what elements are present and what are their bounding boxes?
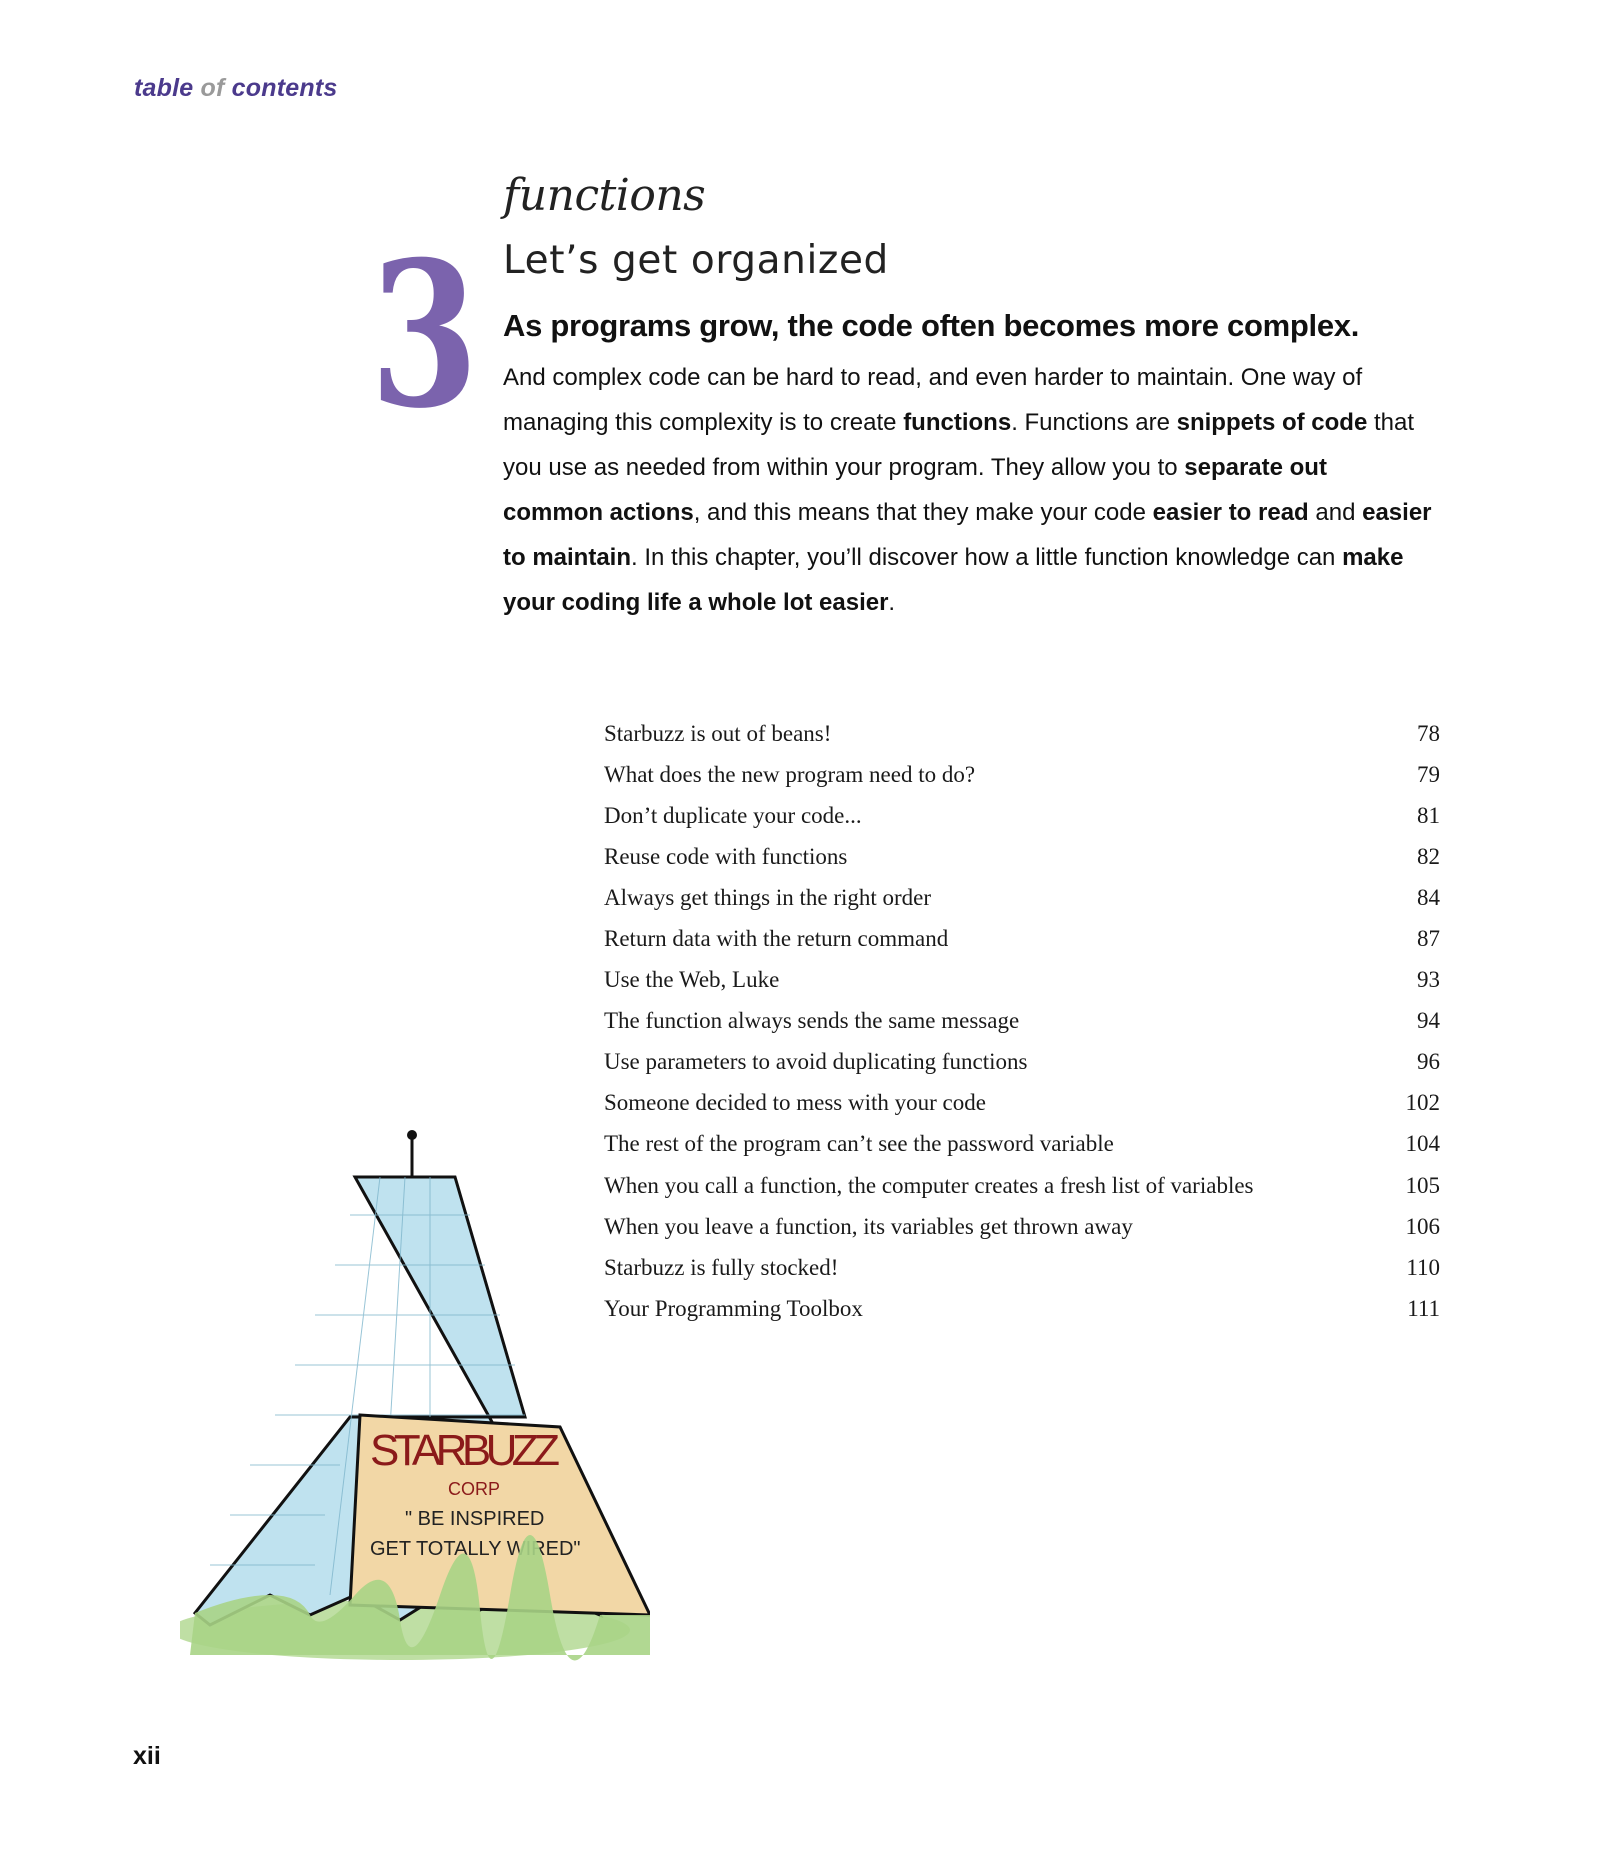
body-text: and <box>1308 499 1363 526</box>
toc-entry-title: The rest of the program can’t see the password variable <box>604 1131 1114 1157</box>
body-emphasis: functions <box>903 409 1012 436</box>
toc-entry-page: 79 <box>1417 761 1440 787</box>
toc-entry-title: Starbuzz is out of beans! <box>604 720 832 746</box>
toc-entry-title: Starbuzz is fully stocked! <box>604 1254 839 1280</box>
body-emphasis: snippets of code <box>1176 409 1368 436</box>
chapter-kicker: functions <box>503 170 706 221</box>
toc-entry-page: 81 <box>1417 802 1440 828</box>
page-number: xii <box>133 1742 161 1770</box>
toc-entry-page: 110 <box>1406 1254 1440 1280</box>
toc-entry-page: 104 <box>1405 1131 1440 1157</box>
toc-entry-page: 96 <box>1417 1049 1440 1075</box>
toc-entry[interactable] <box>604 1124 1440 1165</box>
toc-entry-title: Use the Web, Luke <box>604 967 780 993</box>
toc-entry-page: 106 <box>1405 1213 1440 1239</box>
toc-entry[interactable] <box>604 795 1440 836</box>
toc-entry-title: What does the new program need to do? <box>604 761 976 787</box>
toc-entry-title: The function always sends the same message <box>604 1008 1020 1034</box>
toc-entry[interactable] <box>604 877 1440 918</box>
toc-entry[interactable] <box>604 836 1440 877</box>
toc-entry-page: 94 <box>1417 1008 1440 1034</box>
toc-entry-page: 82 <box>1417 843 1440 869</box>
toc-entry-page: 105 <box>1405 1172 1440 1198</box>
toc-entry-title: When you call a function, the computer creates a fresh list of variables <box>604 1172 1254 1198</box>
toc-entry[interactable] <box>604 918 1440 959</box>
toc-entry-title: Return data with the return command <box>604 926 949 952</box>
toc-list <box>604 713 1440 1329</box>
toc-entry-page: 78 <box>1417 720 1440 746</box>
body-text: And complex code can be hard to read, and even harder to maintain. One way of managing this complexity is to create <box>503 364 1363 436</box>
toc-entry-title: Use parameters to avoid duplicating functions <box>604 1049 1028 1075</box>
toc-entry-title: When you leave a function, its variables get thrown away <box>604 1213 1133 1239</box>
body-emphasis: separate out common actions <box>503 454 1327 526</box>
toc-entry-page: 93 <box>1417 967 1440 993</box>
toc-entry-title: Always get things in the right order <box>604 884 932 910</box>
body-emphasis: easier to maintain <box>503 499 1432 571</box>
body-emphasis: easier to read <box>1152 499 1309 526</box>
toc-entry[interactable] <box>604 713 1440 754</box>
toc-entry-page: 84 <box>1417 884 1440 910</box>
body-text: , and this means that they make your code <box>693 499 1153 526</box>
running-head-contents: contents <box>231 74 338 102</box>
starbuzz-building-illustration <box>180 1125 650 1670</box>
chapter-body <box>503 355 1433 625</box>
running-head <box>134 74 337 103</box>
toc-entry[interactable] <box>604 960 1440 1001</box>
toc-entry[interactable] <box>604 1288 1440 1329</box>
toc-entry[interactable] <box>604 754 1440 795</box>
chapter-number: 3 <box>370 218 479 453</box>
toc-entry-page: 87 <box>1417 926 1440 952</box>
body-text: . In this chapter, you’ll discover how a little function knowledge can <box>631 544 1343 571</box>
body-emphasis: make your coding life a whole lot easier <box>503 544 1404 616</box>
sign-name: STARBUZZ <box>370 1426 560 1475</box>
toc-entry-title: Your Programming Toolbox <box>604 1295 863 1321</box>
toc-entry[interactable] <box>604 1083 1440 1124</box>
toc-entry[interactable] <box>604 1247 1440 1288</box>
running-head-table: table <box>134 74 194 102</box>
sign-line1: " BE INSPIRED <box>405 1508 545 1530</box>
toc-entry-page: 111 <box>1407 1295 1440 1321</box>
chapter-title: Let’s get organized <box>503 238 889 283</box>
body-text: . <box>888 589 896 616</box>
running-head-of: of <box>200 74 225 102</box>
toc-entry-title: Someone decided to mess with your code <box>604 1090 986 1116</box>
toc-entry[interactable] <box>604 1165 1440 1206</box>
toc-entry-title: Don’t duplicate your code... <box>604 802 862 828</box>
toc-entry[interactable] <box>604 1206 1440 1247</box>
body-text: . Functions are <box>1011 409 1177 436</box>
sign-line2: GET TOTALLY WIRED" <box>370 1538 581 1560</box>
toc-entry[interactable] <box>604 1001 1440 1042</box>
toc-entry[interactable] <box>604 1042 1440 1083</box>
body-text: that you use as needed from within your program. They allow you to <box>503 409 1414 481</box>
toc-entry-page: 102 <box>1405 1090 1440 1116</box>
antenna-tip <box>407 1130 417 1140</box>
chapter-lead: As programs grow, the code often becomes more complex. <box>503 308 1360 343</box>
sign-corp: CORP <box>448 1479 501 1499</box>
toc-entry-title: Reuse code with functions <box>604 843 848 869</box>
